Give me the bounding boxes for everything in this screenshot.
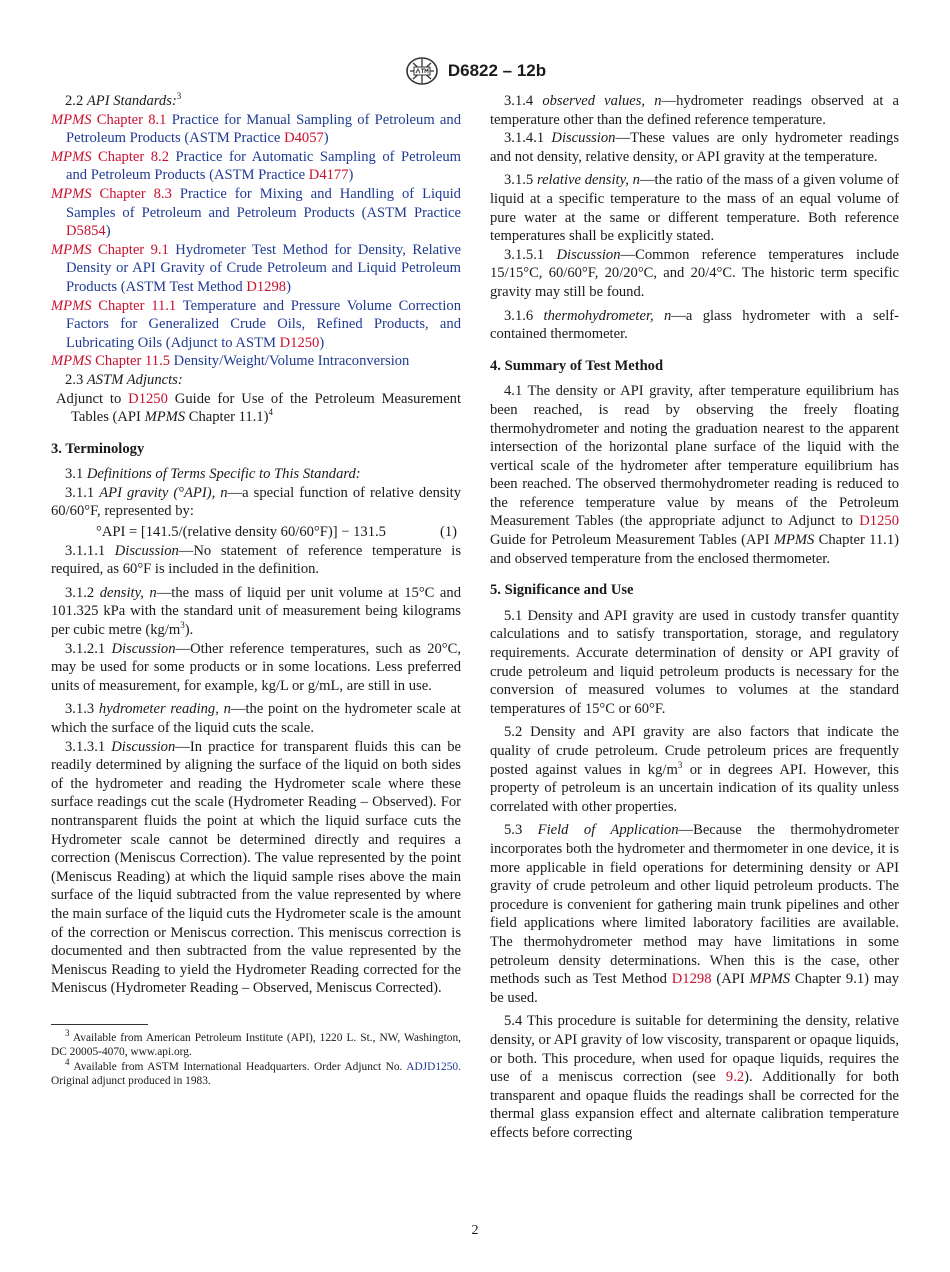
section-3-heading: 3. Terminology [51, 440, 145, 457]
reference-item[interactable]: MPMS Chapter 11.5 Density/Weight/Volume Intraconversion [51, 353, 410, 370]
section-9-2-link[interactable]: 9.2 [725, 1069, 745, 1086]
left-column [51, 92, 461, 1089]
section-2-3-heading: 2.3 ASTM Adjuncts: [65, 371, 183, 388]
adjd1250-link[interactable]: ADJD1250 [406, 1060, 459, 1073]
paragraph-3-1-3: 3.1.3 hydrometer reading, n—the point on the hydrometer scale at which the surface of the liquid cuts the scale. [51, 701, 461, 736]
right-column [490, 92, 899, 1142]
paragraph-3-1-4-1: 3.1.4.1 Discussion—These values are only hydrometer readings and not density, relative density, or API gravity at the temperature. [490, 130, 899, 165]
reference-item[interactable]: MPMS Chapter 8.2 Practice for Automatic Sampling of Petroleum and Petroleum Products (ASTM Practice D4177) [51, 148, 461, 184]
adjunct-d1250-link[interactable]: D1250 [128, 390, 168, 407]
footnote-3: $^3$ Available from American Petroleum Institute (API), 1220 L. St., NW, Washington, DC 20005-4070, www.api.org. [51, 1028, 461, 1059]
section-4-heading: 4. Summary of Test Method [490, 357, 664, 374]
paragraph-4-1: 4.1 The density or API gravity, after temperature equilibrium has been reached, is read by observing the freely floating thermohydrometer and noting the graduation nearest to the apparent intersection of the horizontal plane surface of the liquid with the vertical scale of the hydrometer after temperature equilibrium has been reached. The observed thermohydrometer reading is reduced to the reference temperature value by means of the Petroleum Measurement Tables (the appropriate adjunct to Adjunct to D1250 Guide for Petroleum Measurement Tables (API MPMS Chapter 11.1) and observed temperature from the enclosed thermometer. [490, 383, 899, 567]
paragraph-3-1-6: 3.1.6 thermohydrometer, n—a glass hydrometer with a self-contained thermometer. [490, 307, 899, 343]
paragraph-5-3: 5.3 Field of Application—Because the thermohydrometer incorporates both the hydrometer and thermometer in one device, it is more applicable in field operations for determining density or API gravity of crude petroleum and other liquid petroleum products. The procedure is convenient for gathering main trunk pipelines and other field applications where limited laboratory facilities are available. The thermohydrometer method may have limitations in some petroleum density determinations. When this is the case, other methods such as Test Method D1298 (API MPMS Chapter 9.1) may be used. [490, 822, 899, 1006]
section-5-heading: 5. Significance and Use [490, 582, 634, 599]
paragraph-5-2: 5.2 Density and API gravity are also factors that indicate the quality of crude petroleum. Crude petroleum prices are frequently posted against values in $kg/m^3$ or in degrees API. However, this property of petroleum is an uncertain indication of its quality unless correlated with other properties. [490, 724, 899, 815]
paragraph-3-1-4: 3.1.4 observed values, n—hydrometer readings observed at a temperature other than the defined reference temperature. [490, 93, 899, 128]
document-designation: D6822 – 12b [447, 61, 547, 80]
equation-1: °API = [141.5/(relative density 60/60°F)] − 131.5 (1) [95, 524, 457, 541]
paragraph-3-1: 3.1 Definitions of Terms Specific to This Standard: [65, 466, 361, 483]
footnote-divider [51, 1024, 148, 1025]
reference-item[interactable]: MPMS Chapter 9.1 Hydrometer Test Method for Density, Relative Density or API Gravity of Crude Petroleum and Liquid Petroleum Products (ASTM Test Method D1298) [51, 241, 461, 295]
paragraph-3-1-5: 3.1.5 relative density, n—the ratio of the mass of a given volume of liquid at a specific temperature to the mass of an equal volume of pure water at the same or different temperature. Both reference temperatures shall be explicitly stated. [490, 172, 899, 245]
d1298-link[interactable]: D1298 [671, 971, 712, 988]
d1250-link[interactable]: D1250 [859, 513, 899, 530]
adjunct-item: Adjunct to D1250 Guide for Use of the Petroleum Measurement Tables (API MPMS Chapter 11.1)$^4$ [56, 390, 461, 426]
paragraph-5-4: 5.4 This procedure is suitable for determining the density, relative density, or API gravity of low viscosity, transparent or opaque liquids, or both. This procedure, when used for opaque liquids, requires the use of a meniscus correction (see 9.2). Additionally for both transparent and opaque fluids the readings shall be corrected for the thermal glass expansion effect and alternate calibration temperature effects before correcting [490, 1013, 899, 1141]
page-number: 2 [471, 1223, 479, 1238]
paragraph-3-1-2: 3.1.2 density, n—the mass of liquid per unit volume at 15°C and 101.325 kPa with the standard unit of measurement being kilograms per cubic metre $(kg/m^3)$. [51, 584, 461, 639]
reference-item[interactable]: MPMS Chapter 8.3 Practice for Mixing and Handling of Liquid Samples of Petroleum and Petroleum Products (ASTM Practice D5854) [51, 185, 461, 240]
paragraph-3-1-5-1: 3.1.5.1 Discussion—Common reference temperatures include 15/15°C, 60/60°F, 20/20°C, and 20/4°C. The historic term specific gravity may still be found. [490, 246, 900, 300]
astm-logo-icon [404, 56, 440, 86]
section-2-2-heading: 2.2 API Standards:$^3$ [65, 91, 182, 109]
paragraph-3-1-1: 3.1.1 API gravity (°API), n—a special function of relative density 60/60°F, represented by: [51, 484, 461, 520]
reference-item[interactable]: MPMS Chapter 8.1 Practice for Manual Sampling of Petroleum and Petroleum Products (ASTM Practice D4057) [51, 111, 461, 147]
paragraph-5-1: 5.1 Density and API gravity are used in custody transfer quantity calculations and to satisfy transportation, storage, and regulatory requirements. Accurate determination of density or API gravity of crude petroleum and liquid petroleum products is necessary for the conversion of measured volumes to volumes at the standard temperatures of 15°C or 60°F. [490, 607, 899, 717]
paragraph-3-1-1-1: 3.1.1.1 Discussion—No statement of reference temperature is required, as 60°F is included in the definition. [51, 542, 461, 578]
paragraph-3-1-3-1: 3.1.3.1 Discussion—In practice for transparent fluids this can be readily determined by aligning the surface of the liquid on both sides of the hydrometer and reading the Hydrometer scale where these surface readings cut the scale (Hydrometer Reading – Observed). For nontransparent fluids the point at which the liquid surface cuts the Hydrometer scale cannot be determined directly and requires a correction (Meniscus Correction). The value represented by the point (Meniscus Reading) at which the liquid sample rises above the main surface of the liquid subtracted from the value represented by where the main surface of the liquid cuts the Hydrometer scale is the amount of the correction or Meniscus correction. This meniscus correction is documented and then subtracted from the value represented by the Meniscus Reading to yield the Hydrometer Reading corrected for the Meniscus (Hydrometer Reading – Observed, Meniscus Corrected). [51, 738, 461, 997]
reference-item[interactable]: MPMS Chapter 11.1 Temperature and Pressure Volume Correction Factors for Generalized Crude Oils, Refined Products, and Lubricating Oils (Adjunct to ASTM D1250) [51, 297, 461, 351]
paragraph-3-1-2-1: 3.1.2.1 Discussion—Other reference temperatures, such as 20°C, may be used for some products or in some locations. Less preferred units of measurement, for example, kg/L or g/mL, are still in use. [51, 640, 462, 694]
page-header [0, 56, 950, 86]
footnote-4: $^4$ Available from ASTM International Headquarters. Order Adjunct No. ADJD1250. Original adjunct produced in 1983. [51, 1057, 461, 1088]
